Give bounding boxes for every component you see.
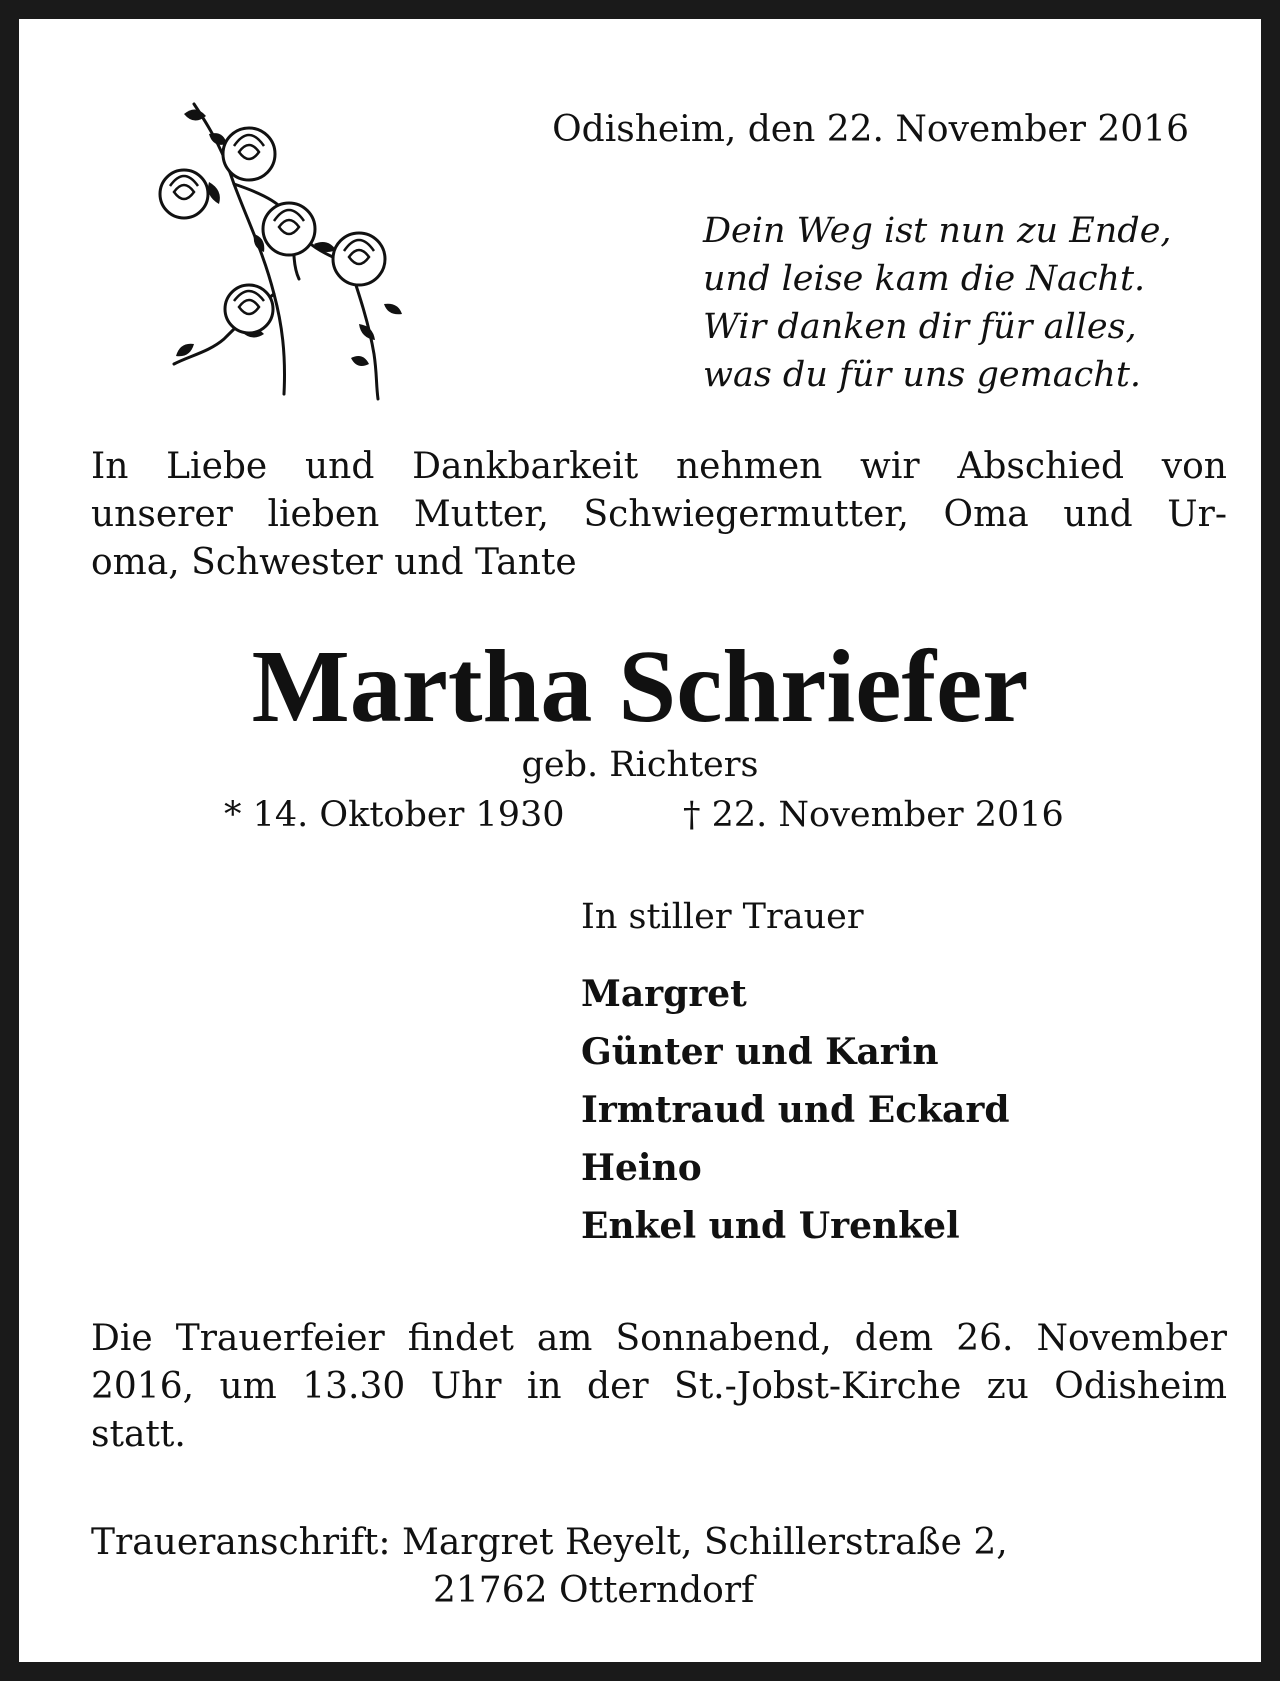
mourners-list (581, 965, 1010, 1255)
death-date: † 22. November 2016 (683, 795, 1064, 835)
service-line: statt. (91, 1414, 186, 1455)
address-line2: 21762 Otterndorf (433, 1570, 755, 1611)
mourner-name: Enkel und Urenkel (581, 1205, 960, 1247)
roses-icon (154, 94, 434, 404)
mourning-address (91, 1519, 1008, 1615)
mourning-heading: In stiller Trauer (581, 897, 864, 937)
deceased-name: Martha Schriefer (251, 629, 1029, 744)
maiden-name: geb. Richters (521, 745, 759, 785)
intro-line: oma, Schwester und Tante (91, 542, 577, 583)
mourner-name: Margret (581, 973, 747, 1015)
poem-line: Wir danken dir für alles, (703, 307, 1137, 347)
poem-line: Dein Weg ist nun zu Ende, (703, 211, 1172, 251)
service-info (91, 1315, 1227, 1459)
address-line1: Margret Reyelt, Schillerstraße 2, (401, 1522, 1008, 1563)
intro-line: unserer lieben Mutter, Schwiegermutter, Oma und Ur- (91, 494, 1227, 535)
intro-text (91, 443, 1227, 587)
birth-date: * 14. Oktober 1930 (224, 795, 565, 835)
place-date: Odisheim, den 22. November 2016 (552, 109, 1189, 150)
intro-line: In Liebe und Dankbarkeit nehmen wir Abschied von (91, 446, 1227, 487)
mourner-name: Günter und Karin (581, 1031, 939, 1073)
poem-line: und leise kam die Nacht. (703, 259, 1146, 299)
poem (703, 207, 1172, 399)
poem-line: was du für uns gemacht. (703, 355, 1142, 395)
address-label: Traueranschrift: (91, 1522, 391, 1563)
mourner-name: Heino (581, 1147, 702, 1189)
service-line: Die Trauerfeier findet am Sonnabend, dem 26. November (91, 1318, 1227, 1359)
service-line: 2016, um 13.30 Uhr in der St.-Jobst-Kirche zu Odisheim (91, 1366, 1227, 1407)
mourner-name: Irmtraud und Eckard (581, 1089, 1010, 1131)
